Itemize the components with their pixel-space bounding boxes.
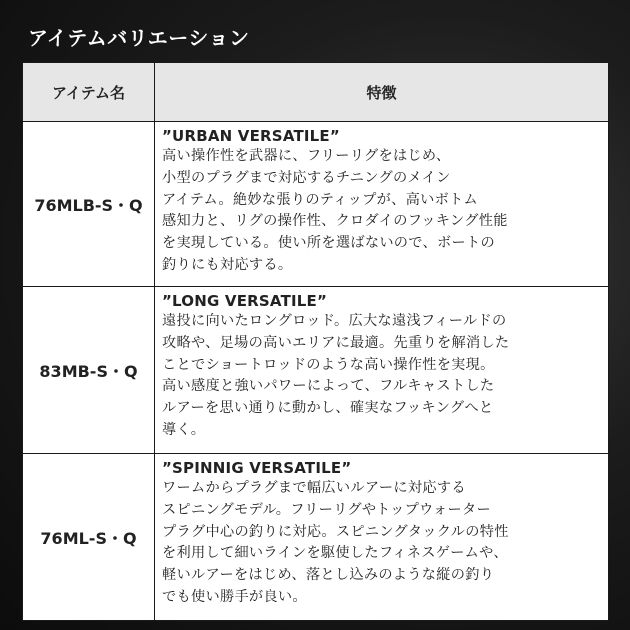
table-row <box>23 287 609 454</box>
feature-heading: ”SPINNIG VERSATILE” <box>162 459 352 477</box>
table-row <box>23 454 609 621</box>
table-row <box>23 122 609 287</box>
item-feature-cell <box>155 287 609 454</box>
table-header-row <box>23 63 609 122</box>
item-name-cell: 83MB-S・Q <box>23 287 155 454</box>
feature-heading: ”LONG VERSATILE” <box>162 292 328 310</box>
header-item-name: アイテム名 <box>23 63 155 122</box>
item-name-cell: 76MLB-S・Q <box>23 122 155 287</box>
feature-description: ワームからプラグまで幅広いルアーに対応する スピニングモデル。フリーリグやトップウォーター プラグ中心の釣りに対応。スピニングタックルの特性 を利用して細いラインを駆使したフィネスゲームや、 軽いルアーをはじめ、落とし込みのような縦の釣り でも使い勝手が良い。 <box>162 480 509 605</box>
page-title: アイテムバリエーション <box>28 26 250 50</box>
item-variation-table <box>22 62 609 621</box>
feature-heading: ”URBAN VERSATILE” <box>162 127 340 145</box>
item-feature-cell <box>155 122 609 287</box>
feature-description: 遠投に向いたロングロッド。広大な遠浅フィールドの 攻略や、足場の高いエリアに最適。先重りを解消した ことでショートロッドのような高い操作性を実現。 高い感度と強いパワーによって、フルキャストした ルアーを思い通りに動かし、確実なフッキングへと 導く。 <box>162 313 510 438</box>
item-name-cell: 76ML-S・Q <box>23 454 155 621</box>
feature-description: 高い操作性を武器に、フリーリグをはじめ、 小型のプラグまで対応するチニングのメイン アイテム。絶妙な張りのティップが、高いボトム 感知力と、リグの操作性、クロダイのフッキング性能 を実現している。使い所を選ばないので、ボートの 釣りにも対応する。 <box>162 148 508 273</box>
header-feature: 特徴 <box>155 63 609 122</box>
item-feature-cell <box>155 454 609 621</box>
